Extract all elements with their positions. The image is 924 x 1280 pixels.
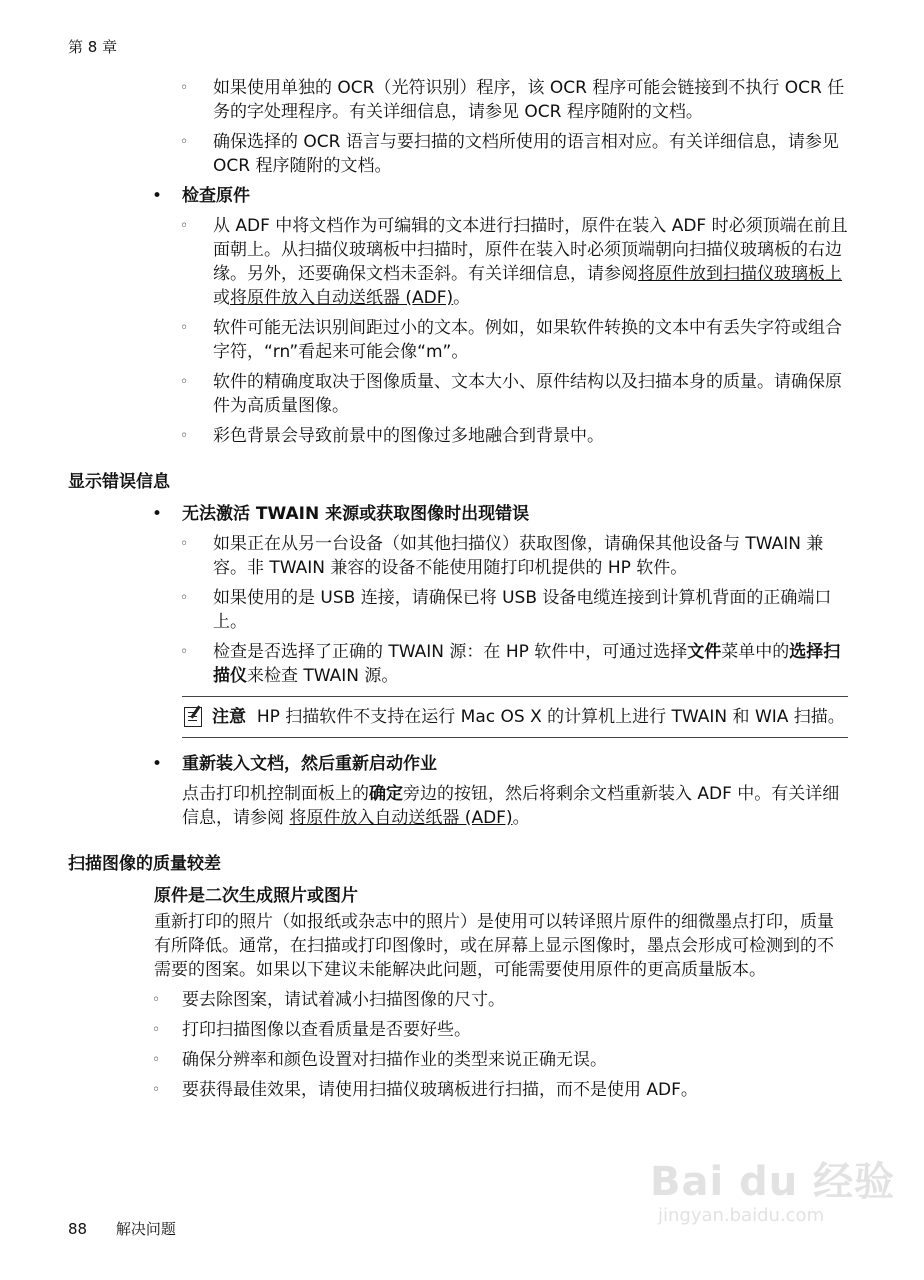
text: 旁边的按钮，然后将剩余文档重新装入 ADF 中。有关详细信息，请参阅 (182, 784, 840, 828)
text: 。 (453, 288, 471, 308)
note-label: 注意 (212, 707, 246, 727)
list-item: ◦ 确保分辨率和颜色设置对扫描作业的类型来说正确无误。 (68, 1048, 848, 1072)
link-adf[interactable]: 将原件放入自动送纸器 (ADF) (230, 288, 454, 308)
link-scanner-glass[interactable]: 将原件放到扫描仪玻璃板上 (638, 264, 842, 284)
list-item: ◦ 彩色背景会导致前景中的图像过多地融合到背景中。 (68, 424, 848, 448)
text: 从 ADF 中将文档作为可编辑的文本进行扫描时，原件在装入 ADF 时必须顶端在前且面朝上。从扫描仪玻璃板中扫描时，原件在装入时必须顶端朝向扫描仪玻璃板的右边缘。另外，还要确保文档未歪斜。有关详细信息，请参阅 (213, 216, 848, 284)
list-item (68, 640, 848, 688)
page-number: 88 (68, 1220, 88, 1238)
list-item: ◦ 如果使用单独的 OCR（光符识别）程序，该 OCR 程序可能会链接到不执行 OCR 任务的字处理程序。有关详细信息，请参见 OCR 程序随附的文档。 (68, 76, 848, 124)
subheading: 原件是二次生成照片或图片 (154, 886, 358, 906)
section-title-errors: 显示错误信息 (68, 472, 170, 492)
bullet-heading-twain: • 无法激活 TWAIN 来源或获取图像时出现错误 (68, 502, 848, 526)
footer (68, 1218, 200, 1239)
watermark-url: jingyan.baidu.com (658, 1205, 825, 1226)
footer-title: 解决问题 (115, 1220, 176, 1238)
list-item: ◦ 如果使用的是 USB 连接，请确保已将 USB 设备电缆连接到计算机背面的正确端口上。 (68, 586, 848, 634)
bullet-heading-reload: • 重新装入文档，然后重新启动作业 (68, 752, 848, 776)
chapter-label: 第 8 章 (68, 38, 118, 56)
list-item: ◦ 如果正在从另一台设备（如其他扫描仪）获取图像，请确保其他设备与 TWAIN 兼容。非 TWAIN 兼容的设备不能使用随打印机提供的 HP 软件。 (68, 532, 848, 580)
text: 来检查 TWAIN 源。 (247, 666, 399, 686)
bullet-heading-check-originals: • 检查原件 (68, 184, 848, 208)
page-content (68, 76, 848, 1108)
text: 检查是否选择了正确的 TWAIN 源：在 HP 软件中，可通过选择 (213, 642, 688, 662)
list-item: ◦ 打印扫描图像以查看质量是否要好些。 (68, 1018, 848, 1042)
list-item: ◦ 软件可能无法识别间距过小的文本。例如，如果软件转换的文本中有丢失字符或组合字符，“rn”看起来可能会像“m”。 (68, 316, 848, 364)
list-item: ◦ 要获得最佳效果，请使用扫描仪玻璃板进行扫描，而不是使用 ADF。 (68, 1078, 848, 1102)
note-box (182, 696, 848, 738)
list-item: ◦ 要去除图案，请试着减小扫描图像的尺寸。 (68, 988, 848, 1012)
list-item: ◦ 软件的精确度取决于图像质量、文本大小、原件结构以及扫描本身的质量。请确保原件为高质量图像。 (68, 370, 848, 418)
list-item (68, 214, 848, 310)
watermark-logo: Bai du 经验 (650, 1159, 896, 1205)
ui-term-file: 文件 (687, 642, 722, 662)
text: 点击打印机控制面板上的 (182, 784, 369, 804)
bullet-body (68, 782, 848, 830)
ui-term-select-scanner: 选择扫描仪 (213, 642, 841, 686)
text: 菜单中的 (721, 642, 790, 662)
section-title-quality: 扫描图像的质量较差 (68, 854, 221, 874)
note-text: HP 扫描软件不支持在运行 Mac OS X 的计算机上进行 TWAIN 和 WIA 扫描。 (256, 707, 845, 727)
text: 。 (512, 808, 530, 828)
paragraph: 重新打印的照片（如报纸或杂志中的照片）是使用可以转译照片原件的细微墨点打印，质量有所降低。通常，在扫描或打印图像时，或在屏幕上显示图像时，墨点会形成可检测到的不需要的图案。如果以下建议未能解决此问题，可能需要使用原件的更高质量版本。 (154, 912, 834, 980)
ui-term-ok: 确定 (369, 784, 403, 804)
list-item: ◦ 确保选择的 OCR 语言与要扫描的文档所使用的语言相对应。有关详细信息，请参见 OCR 程序随附的文档。 (68, 130, 848, 178)
link-adf[interactable]: 将原件放入自动送纸器 (ADF) (289, 808, 513, 828)
watermark (650, 1150, 895, 1226)
text: 或 (213, 288, 230, 308)
